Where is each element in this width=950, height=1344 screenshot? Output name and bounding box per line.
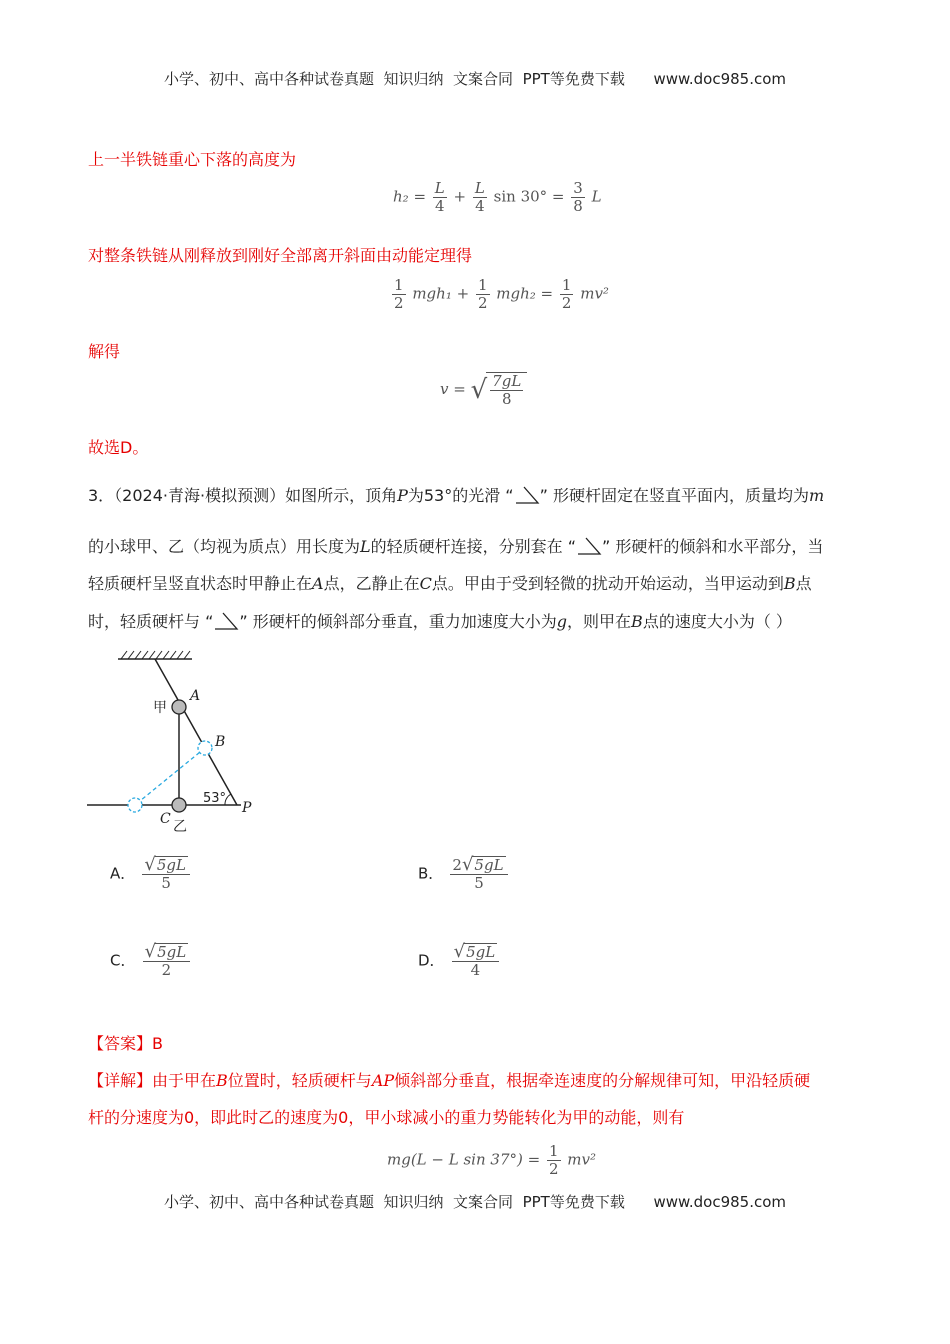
label-a: A [190,688,201,704]
answer-line: 【答案】B [88,1034,163,1053]
fraction: $\frac{1}{2}$ [477,276,488,312]
equation-h2: h₂ = $\frac{L}{4}$ + $\frac{L}{4}$ sin 30° = $\frac{3}{8}$ L [393,179,602,215]
option-b[interactable]: B． 2 √ 5gL 5 [418,856,510,892]
bent-rod-icon [213,611,239,631]
bent-rod-icon [576,536,602,556]
equation-answer: mg(L − L sin 37°) = $\frac{1}{2}$ mv² [387,1142,596,1178]
label-c: C [160,811,171,827]
prev-line-1: 上一半铁链重心下落的高度为 [88,150,297,169]
fraction: $\frac{1}{2}$ [561,276,572,312]
ceiling [118,651,192,659]
label-b: B [215,734,226,750]
prev-line-3: 解得 [88,342,121,361]
question-line-2: 的小球甲、乙（均视为质点）用长度为L的轻质硬杆连接，分别套在 “ ” 形硬杆的倾斜和水平部分，当 [88,537,824,556]
label-p: P [242,800,252,816]
ball-jia-at-b [198,741,212,755]
eq-lhs: h₂ = [393,187,427,206]
ball-yi [172,798,186,812]
ball-yi-moved [128,798,142,812]
option-c[interactable]: C． √ 5gL 2 [110,943,192,979]
question-line-3: 轻质硬杆呈竖直状态时甲静止在A点，乙静止在C点。甲由于受到轻微的扰动开始运动，当甲运动到B点 [88,574,812,593]
page-footer: 小学、初中、高中各种试卷真题 知识归纳 文案合同 PPT等免费下载 www.doc985.com [163,1193,787,1211]
equation-energy: $\frac{1}{2}$ mgh₁ + $\frac{1}{2}$ mgh₂ = $\frac{1}{2}$ mv² [394,276,609,312]
fraction: $\frac{3}{8}$ [573,179,583,215]
physics-figure [85,645,270,840]
ball-jia [172,700,186,714]
detail-line-2: 杆的分速度为0，即此时乙的速度为0，甲小球减小的重力势能转化为甲的动能，则有 [88,1108,685,1127]
answer-value: B [152,1034,163,1053]
option-a[interactable]: A． √ 5gL 5 [110,856,192,892]
equation-v: v = √ $\frac{7gL}{8}$ [440,372,527,408]
question-line-1: 3．（2024·青海·模拟预测）如图所示，顶角P为53°的光滑 “ ” 形硬杆固定在竖直平面内，质量均为m [88,486,825,505]
light-rod-dashed [135,748,205,805]
inclined-rod [155,659,237,805]
fraction: $\frac{L}{4}$ [434,179,445,215]
sqrt: √ $\frac{7gL}{8}$ [471,372,528,408]
fraction: $\frac{L}{4}$ [474,179,485,215]
option-d[interactable]: D． √ 5gL 4 [418,943,501,979]
question-line-4: 时，轻质硬杆与 “ ” 形硬杆的倾斜部分垂直，重力加速度大小为g，则甲在B点的速度大小为（ ） [88,612,792,631]
prev-line-4: 故选D。 [88,438,149,457]
page-header: 小学、初中、高中各种试卷真题 知识归纳 文案合同 PPT等免费下载 www.doc985.com [163,70,787,88]
prev-line-2: 对整条铁链从刚释放到刚好全部离开斜面由动能定理得 [88,246,473,265]
fraction: $\frac{1}{2}$ [394,276,404,312]
label-jia: 甲 [153,700,167,716]
fraction: $\frac{1}{2}$ [548,1142,559,1178]
label-angle: 53° [203,791,227,806]
bent-rod-icon [514,485,540,505]
detail-line-1: 【详解】由于甲在B位置时，轻质硬杆与AP倾斜部分垂直，根据牵连速度的分解规律可知，甲沿轻质硬 [88,1071,811,1090]
label-yi: 乙 [173,819,187,835]
